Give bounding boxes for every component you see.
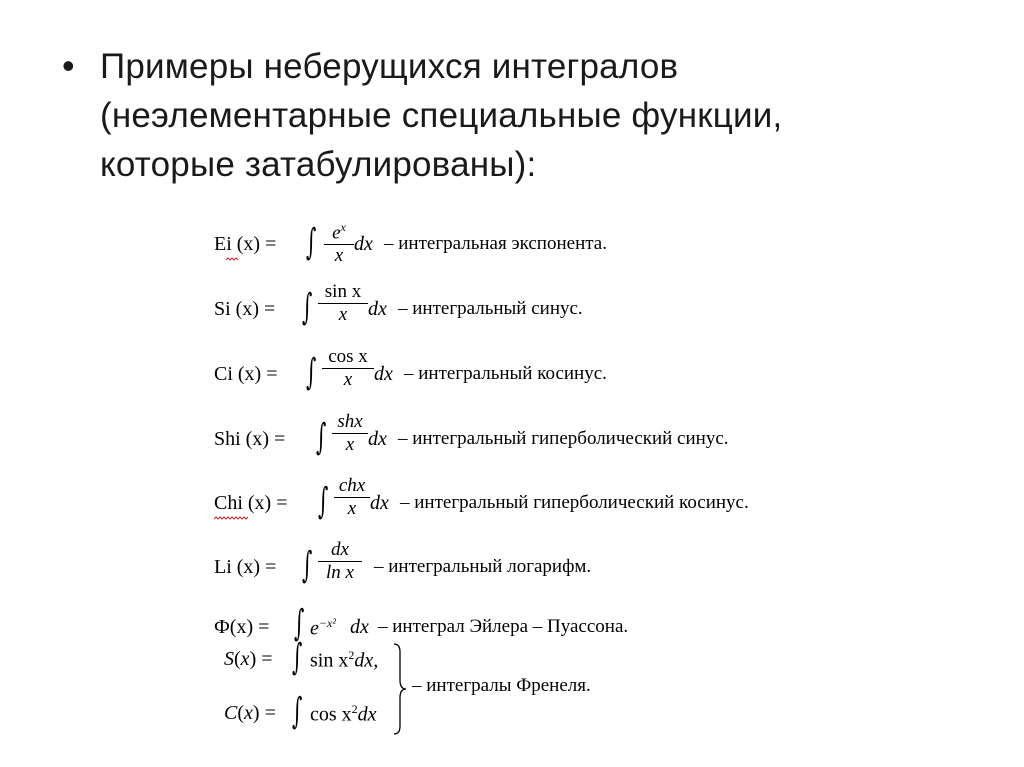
fraction-denominator: x xyxy=(343,369,353,390)
integral-sign: ∫ xyxy=(316,417,327,458)
integral-sign: ∫ xyxy=(306,352,317,393)
formula-description: – интегралы Френеля. xyxy=(412,675,591,696)
fraction-numerator: chx xyxy=(338,475,366,496)
fraction xyxy=(318,539,362,584)
differential: dx xyxy=(368,428,387,450)
integral-sign: ∫ xyxy=(292,691,303,732)
spellcheck-squiggle xyxy=(226,257,238,261)
formula-description: – интеграл Эйлера – Пуассона. xyxy=(378,616,629,637)
formula-lhs: Si (x) = xyxy=(214,298,276,320)
formula-lhs: Ci (x) = xyxy=(214,363,278,385)
right-brace xyxy=(392,642,408,736)
differential: dx xyxy=(374,363,393,385)
differential: dx xyxy=(368,298,387,320)
integral-sign: ∫ xyxy=(306,222,317,263)
formula-description: – интегральный гиперболический синус. xyxy=(398,428,729,449)
integrand: $e^{-x^2}$ xyxy=(310,616,336,640)
bullet-line-2: (неэлементарные специальные функции, xyxy=(100,96,783,135)
bullet-line-3: которые затабулированы): xyxy=(100,145,537,184)
integral-sign: ∫ xyxy=(294,603,305,644)
differential: dx xyxy=(354,233,373,255)
differential: dx xyxy=(370,492,389,514)
fraction xyxy=(332,411,368,456)
fraction xyxy=(322,346,374,391)
fresnel-s-integrand: $\sin x^2dx$, xyxy=(310,648,379,672)
fraction-denominator: x xyxy=(347,498,357,519)
spellcheck-squiggle xyxy=(214,516,248,520)
fraction-numerator: dx xyxy=(331,539,349,560)
formula-description: – интегральная экспонента. xyxy=(384,233,607,254)
formula-description: – интегральный косинус. xyxy=(404,363,607,384)
fraction xyxy=(324,216,354,267)
fraction-denominator: x xyxy=(345,434,355,455)
differential: dx xyxy=(350,616,369,638)
formula-lhs: Shi (x) = xyxy=(214,428,286,450)
formula-chi xyxy=(214,472,874,534)
formula-si xyxy=(214,278,714,340)
fresnel-c-integrand: $\cos x^2dx$ xyxy=(310,702,377,726)
fresnel-c-lhs: C(x) = xyxy=(224,702,276,724)
bullet-line-1: Примеры неберущихся интегралов xyxy=(100,47,679,86)
fraction xyxy=(334,475,370,520)
integral-sign: ∫ xyxy=(302,545,313,586)
fraction-numerator: $e^x$ xyxy=(332,220,346,244)
bullet-dot: • xyxy=(62,45,75,86)
formula-lhs: Chi (x) = xyxy=(214,492,288,514)
formula-ei xyxy=(214,213,714,275)
formula-description: – интегральный гиперболический косинус. xyxy=(400,492,749,513)
fraction-denominator: x xyxy=(338,304,348,325)
fraction-denominator: ln x xyxy=(326,562,354,583)
integral-sign: ∫ xyxy=(292,637,303,678)
fraction xyxy=(318,281,368,326)
formula-lhs: Ei (x) = xyxy=(214,233,277,255)
formula-fresnel xyxy=(214,637,674,736)
fresnel-s-lhs: S(x) = xyxy=(224,648,273,670)
fraction-numerator: shx xyxy=(337,411,363,432)
integral-sign: ∫ xyxy=(302,287,313,328)
fraction-numerator: sin x xyxy=(324,281,362,302)
formula-ci xyxy=(214,343,714,405)
formula-lhs: Ф(x) = xyxy=(214,616,270,638)
integral-sign: ∫ xyxy=(318,481,329,522)
formula-li xyxy=(214,536,674,598)
fraction-numerator: cos x xyxy=(328,346,368,367)
fraction-denominator: x xyxy=(334,245,344,267)
formula-description: – интегральный синус. xyxy=(398,298,583,319)
formula-description: – интегральный логарифм. xyxy=(374,556,592,577)
formula-shi xyxy=(214,408,854,470)
formula-lhs: Li (x) = xyxy=(214,556,277,578)
